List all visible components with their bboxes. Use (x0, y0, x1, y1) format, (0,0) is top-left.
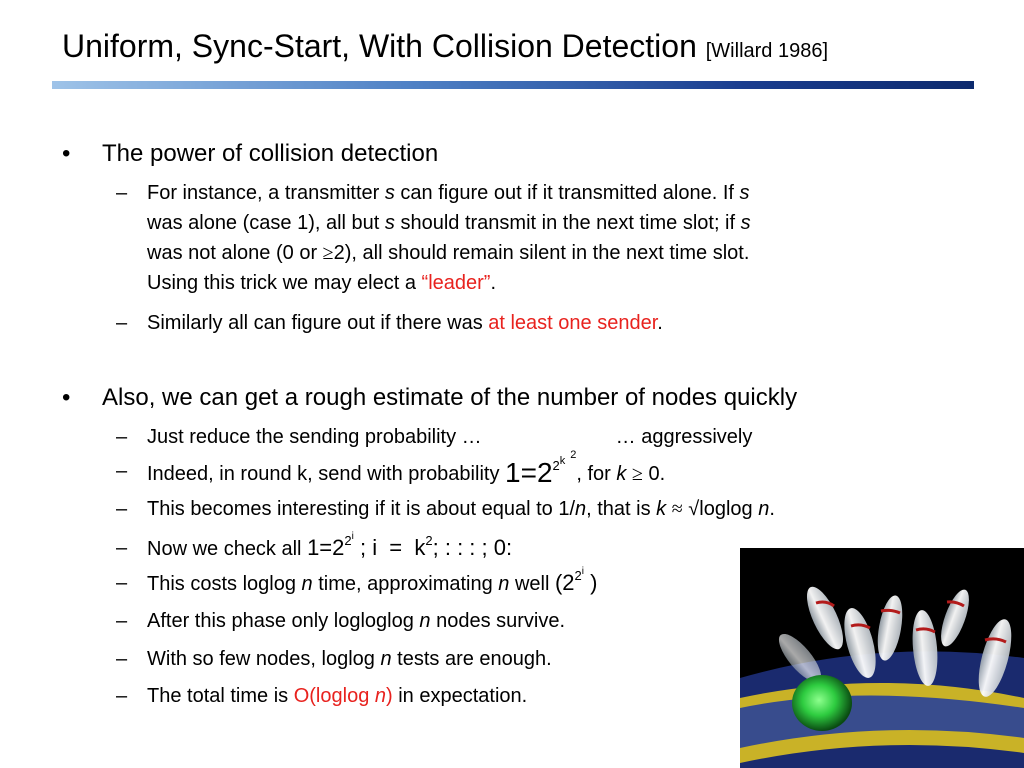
subbullet-text: Just reduce the sending probability … … aggressively (147, 426, 753, 448)
subbullet-marker: – (116, 537, 128, 559)
check-formula: $1=2^{2i}$ ; $i = k^2$; : : : ; 0: (307, 531, 513, 560)
subbullet-text: With so few nodes, loglog n tests are enough. (147, 648, 552, 670)
subbullet-marker: – (116, 312, 128, 334)
subbullet-text: Indeed, in round k, send with probability $1=2^{2k}$ $^2$, for k ≥ 0. (147, 449, 666, 488)
subbullet-marker: – (116, 685, 128, 707)
slide-title-main: Uniform, Sync-Start, With Collision Detection (62, 28, 697, 64)
leader-highlight: “leader” (421, 272, 491, 294)
line-4: Using this trick we may elect a “leader”. (147, 272, 497, 294)
bullet-marker: • (62, 140, 71, 167)
bowling-pins-icon (740, 548, 1024, 768)
approx-formula: ($2^{2i}$ ) (554, 566, 598, 595)
bowling-illustration (740, 548, 1024, 768)
subbullet-marker: – (116, 572, 128, 594)
subbullet-marker: – (116, 648, 128, 670)
subbullet-text: Now we check all $1=2^{2i}$ ; $i = k^2$; : : : ; 0: (147, 531, 513, 560)
line-3: was not alone (0 or ≥2), all should remain silent in the next time slot. (147, 242, 750, 264)
bullet-marker: • (62, 384, 71, 411)
slide-title (62, 28, 828, 65)
at-least-one-sender-highlight: at least one sender (488, 312, 658, 334)
bullet-text: Also, we can get a rough estimate of the number of nodes quickly (102, 384, 798, 411)
subbullet-marker: – (116, 182, 128, 204)
subbullet-marker: – (116, 610, 128, 632)
slide-title-citation: [Willard 1986] (705, 40, 829, 62)
probability-formula: $1=2^{2k}$ $^2$ (505, 449, 577, 488)
subbullet-text: The total time is O(loglog n) in expectation. (147, 685, 528, 707)
subbullet-marker: – (116, 498, 128, 520)
bullet-text: The power of collision detection (102, 140, 439, 167)
line-2: was alone (case 1), all but s should transmit in the next time slot; if s (147, 212, 751, 234)
title-divider (52, 81, 974, 89)
subbullet-text (147, 178, 947, 298)
total-time-highlight: O(loglog n) (293, 685, 393, 707)
line-1: For instance, a transmitter s can figure out if it transmitted alone. If s (147, 182, 750, 204)
subbullet-text: After this phase only logloglog n nodes survive. (147, 610, 566, 632)
subbullet-text: This becomes interesting if it is about equal to 1/n, that is k ≈ √loglog n. (147, 498, 775, 520)
subbullet-text: Similarly all can figure out if there was at least one sender. (147, 312, 663, 334)
subbullet-marker: – (116, 460, 128, 482)
subbullet-text: This costs loglog n time, approximating n well ($2^{2i}$ ) (147, 566, 598, 595)
subbullet-marker: – (116, 426, 128, 448)
